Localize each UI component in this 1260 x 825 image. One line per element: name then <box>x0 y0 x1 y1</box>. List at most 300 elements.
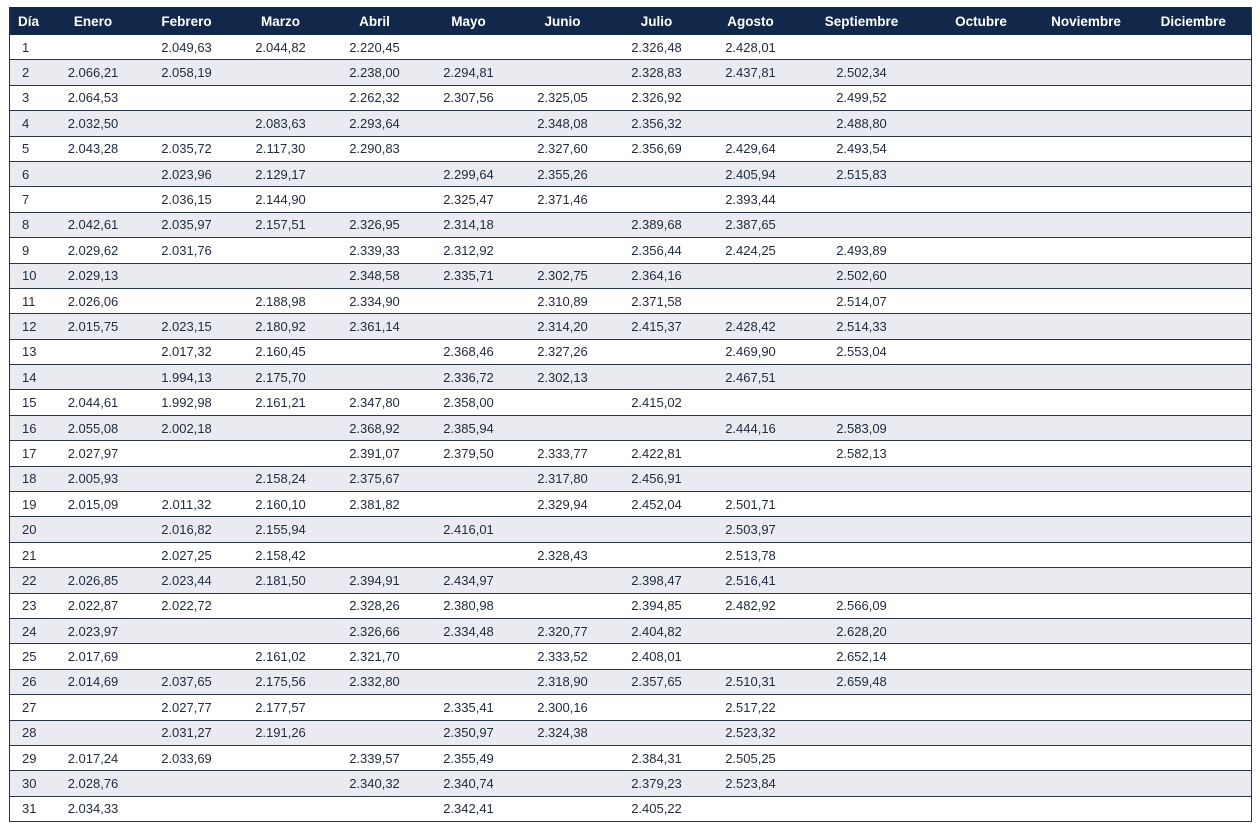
value-cell-octubre <box>926 644 1037 669</box>
value-cell-enero: 2.064,53 <box>47 85 140 110</box>
value-cell-agosto <box>704 85 798 110</box>
value-cell-enero: 2.014,69 <box>47 669 140 694</box>
value-cell-enero: 2.029,13 <box>47 263 140 288</box>
table-row <box>10 136 1252 161</box>
table-row <box>10 288 1252 313</box>
value-cell-noviembre <box>1037 238 1136 263</box>
column-header-septiembre: Septiembre <box>798 7 926 35</box>
value-cell-junio <box>516 212 610 237</box>
value-cell-junio <box>516 415 610 440</box>
value-cell-julio: 2.389,68 <box>610 212 704 237</box>
value-cell-abril <box>328 365 422 390</box>
value-cell-septiembre: 2.652,14 <box>798 644 926 669</box>
value-cell-agosto: 2.482,92 <box>704 593 798 618</box>
value-cell-julio: 2.408,01 <box>610 644 704 669</box>
value-cell-noviembre <box>1037 542 1136 567</box>
day-cell: 8 <box>10 212 47 237</box>
daily-values-table-container <box>9 7 1251 822</box>
day-cell: 16 <box>10 415 47 440</box>
value-cell-marzo <box>234 441 328 466</box>
value-cell-junio: 2.327,26 <box>516 339 610 364</box>
value-cell-octubre <box>926 618 1037 643</box>
value-cell-diciembre <box>1136 695 1252 720</box>
value-cell-octubre <box>926 238 1037 263</box>
value-cell-abril <box>328 695 422 720</box>
value-cell-marzo: 2.177,57 <box>234 695 328 720</box>
value-cell-febrero: 2.002,18 <box>140 415 234 440</box>
value-cell-enero: 2.066,21 <box>47 60 140 85</box>
value-cell-septiembre <box>798 720 926 745</box>
value-cell-agosto: 2.428,01 <box>704 35 798 60</box>
value-cell-junio: 2.302,75 <box>516 263 610 288</box>
value-cell-abril: 2.381,82 <box>328 492 422 517</box>
value-cell-diciembre <box>1136 492 1252 517</box>
value-cell-abril: 2.238,00 <box>328 60 422 85</box>
value-cell-abril: 2.339,33 <box>328 238 422 263</box>
value-cell-febrero <box>140 644 234 669</box>
day-cell: 14 <box>10 365 47 390</box>
value-cell-octubre <box>926 669 1037 694</box>
value-cell-enero: 2.028,76 <box>47 771 140 796</box>
value-cell-octubre <box>926 568 1037 593</box>
table-row <box>10 517 1252 542</box>
value-cell-mayo: 2.325,47 <box>422 187 516 212</box>
value-cell-abril: 2.375,67 <box>328 466 422 491</box>
value-cell-julio: 2.415,37 <box>610 314 704 339</box>
table-row <box>10 771 1252 796</box>
value-cell-febrero: 2.016,82 <box>140 517 234 542</box>
value-cell-mayo: 2.340,74 <box>422 771 516 796</box>
day-cell: 17 <box>10 441 47 466</box>
value-cell-diciembre <box>1136 771 1252 796</box>
value-cell-octubre <box>926 187 1037 212</box>
value-cell-agosto: 2.510,31 <box>704 669 798 694</box>
value-cell-julio: 2.422,81 <box>610 441 704 466</box>
value-cell-diciembre <box>1136 796 1252 821</box>
column-header-marzo: Marzo <box>234 7 328 35</box>
value-cell-julio: 2.357,65 <box>610 669 704 694</box>
value-cell-agosto <box>704 796 798 821</box>
value-cell-octubre <box>926 339 1037 364</box>
value-cell-septiembre <box>798 35 926 60</box>
value-cell-junio: 2.327,60 <box>516 136 610 161</box>
value-cell-febrero: 2.035,72 <box>140 136 234 161</box>
value-cell-febrero: 2.033,69 <box>140 745 234 770</box>
value-cell-noviembre <box>1037 339 1136 364</box>
value-cell-octubre <box>926 593 1037 618</box>
value-cell-diciembre <box>1136 288 1252 313</box>
day-cell: 19 <box>10 492 47 517</box>
value-cell-junio: 2.328,43 <box>516 542 610 567</box>
value-cell-abril: 2.339,57 <box>328 745 422 770</box>
value-cell-octubre <box>926 492 1037 517</box>
value-cell-septiembre: 2.582,13 <box>798 441 926 466</box>
value-cell-septiembre <box>798 517 926 542</box>
value-cell-noviembre <box>1037 161 1136 186</box>
value-cell-febrero: 2.011,32 <box>140 492 234 517</box>
day-cell: 13 <box>10 339 47 364</box>
value-cell-abril: 2.340,32 <box>328 771 422 796</box>
day-cell: 25 <box>10 644 47 669</box>
day-cell: 1 <box>10 35 47 60</box>
value-cell-febrero: 2.031,76 <box>140 238 234 263</box>
value-cell-enero <box>47 517 140 542</box>
value-cell-julio <box>610 415 704 440</box>
value-cell-abril: 2.293,64 <box>328 111 422 136</box>
value-cell-octubre <box>926 415 1037 440</box>
value-cell-septiembre <box>798 695 926 720</box>
value-cell-diciembre <box>1136 161 1252 186</box>
value-cell-enero: 2.027,97 <box>47 441 140 466</box>
value-cell-diciembre <box>1136 263 1252 288</box>
value-cell-agosto <box>704 466 798 491</box>
value-cell-febrero <box>140 288 234 313</box>
value-cell-mayo <box>422 314 516 339</box>
value-cell-diciembre <box>1136 60 1252 85</box>
day-cell: 27 <box>10 695 47 720</box>
table-header <box>10 7 1252 35</box>
value-cell-diciembre <box>1136 187 1252 212</box>
value-cell-diciembre <box>1136 720 1252 745</box>
value-cell-enero: 2.005,93 <box>47 466 140 491</box>
value-cell-octubre <box>926 35 1037 60</box>
value-cell-enero <box>47 365 140 390</box>
value-cell-octubre <box>926 85 1037 110</box>
value-cell-enero: 2.017,69 <box>47 644 140 669</box>
value-cell-marzo <box>234 238 328 263</box>
value-cell-enero: 2.026,06 <box>47 288 140 313</box>
table-row <box>10 669 1252 694</box>
value-cell-enero <box>47 720 140 745</box>
day-cell: 3 <box>10 85 47 110</box>
value-cell-abril: 2.394,91 <box>328 568 422 593</box>
value-cell-diciembre <box>1136 568 1252 593</box>
value-cell-marzo <box>234 415 328 440</box>
value-cell-noviembre <box>1037 314 1136 339</box>
value-cell-mayo <box>422 288 516 313</box>
value-cell-julio: 2.379,23 <box>610 771 704 796</box>
value-cell-marzo <box>234 618 328 643</box>
column-header-dia: Día <box>10 7 47 35</box>
value-cell-febrero: 2.017,32 <box>140 339 234 364</box>
value-cell-abril <box>328 161 422 186</box>
value-cell-septiembre <box>798 187 926 212</box>
value-cell-junio: 2.333,77 <box>516 441 610 466</box>
value-cell-septiembre <box>798 568 926 593</box>
value-cell-mayo: 2.368,46 <box>422 339 516 364</box>
value-cell-noviembre <box>1037 136 1136 161</box>
value-cell-agosto <box>704 644 798 669</box>
value-cell-octubre <box>926 695 1037 720</box>
table-row <box>10 695 1252 720</box>
value-cell-noviembre <box>1037 441 1136 466</box>
table-row <box>10 187 1252 212</box>
value-cell-mayo: 2.434,97 <box>422 568 516 593</box>
value-cell-junio: 2.318,90 <box>516 669 610 694</box>
value-cell-marzo: 2.144,90 <box>234 187 328 212</box>
value-cell-octubre <box>926 263 1037 288</box>
value-cell-agosto: 2.428,42 <box>704 314 798 339</box>
day-cell: 15 <box>10 390 47 415</box>
value-cell-abril: 2.368,92 <box>328 415 422 440</box>
value-cell-diciembre <box>1136 517 1252 542</box>
value-cell-noviembre <box>1037 593 1136 618</box>
value-cell-agosto: 2.437,81 <box>704 60 798 85</box>
value-cell-abril: 2.262,32 <box>328 85 422 110</box>
value-cell-septiembre <box>798 492 926 517</box>
value-cell-septiembre <box>798 390 926 415</box>
value-cell-diciembre <box>1136 466 1252 491</box>
column-header-noviembre: Noviembre <box>1037 7 1136 35</box>
column-header-julio: Julio <box>610 7 704 35</box>
value-cell-diciembre <box>1136 136 1252 161</box>
value-cell-enero: 2.017,24 <box>47 745 140 770</box>
value-cell-mayo: 2.380,98 <box>422 593 516 618</box>
value-cell-junio: 2.355,26 <box>516 161 610 186</box>
value-cell-febrero: 2.027,77 <box>140 695 234 720</box>
value-cell-agosto: 2.393,44 <box>704 187 798 212</box>
value-cell-febrero <box>140 796 234 821</box>
day-cell: 23 <box>10 593 47 618</box>
value-cell-junio: 2.310,89 <box>516 288 610 313</box>
value-cell-julio: 2.394,85 <box>610 593 704 618</box>
column-header-enero: Enero <box>47 7 140 35</box>
value-cell-enero <box>47 187 140 212</box>
table-row <box>10 111 1252 136</box>
value-cell-mayo: 2.294,81 <box>422 60 516 85</box>
value-cell-noviembre <box>1037 466 1136 491</box>
value-cell-agosto <box>704 441 798 466</box>
value-cell-febrero <box>140 771 234 796</box>
value-cell-febrero <box>140 618 234 643</box>
value-cell-enero: 2.023,97 <box>47 618 140 643</box>
value-cell-abril: 2.348,58 <box>328 263 422 288</box>
value-cell-agosto: 2.387,65 <box>704 212 798 237</box>
value-cell-octubre <box>926 212 1037 237</box>
value-cell-agosto: 2.516,41 <box>704 568 798 593</box>
value-cell-septiembre: 2.566,09 <box>798 593 926 618</box>
value-cell-octubre <box>926 60 1037 85</box>
value-cell-enero: 2.044,61 <box>47 390 140 415</box>
value-cell-marzo <box>234 796 328 821</box>
value-cell-noviembre <box>1037 85 1136 110</box>
value-cell-mayo <box>422 542 516 567</box>
value-cell-agosto: 2.523,32 <box>704 720 798 745</box>
value-cell-septiembre: 2.514,33 <box>798 314 926 339</box>
value-cell-julio <box>610 542 704 567</box>
value-cell-enero: 2.015,75 <box>47 314 140 339</box>
value-cell-noviembre <box>1037 288 1136 313</box>
column-header-junio: Junio <box>516 7 610 35</box>
value-cell-julio: 2.328,83 <box>610 60 704 85</box>
column-header-abril: Abril <box>328 7 422 35</box>
value-cell-agosto <box>704 390 798 415</box>
value-cell-agosto <box>704 288 798 313</box>
value-cell-febrero: 1.994,13 <box>140 365 234 390</box>
value-cell-noviembre <box>1037 35 1136 60</box>
value-cell-julio <box>610 517 704 542</box>
day-cell: 7 <box>10 187 47 212</box>
value-cell-marzo <box>234 771 328 796</box>
day-cell: 20 <box>10 517 47 542</box>
value-cell-noviembre <box>1037 796 1136 821</box>
value-cell-noviembre <box>1037 492 1136 517</box>
value-cell-septiembre: 2.628,20 <box>798 618 926 643</box>
value-cell-marzo: 2.157,51 <box>234 212 328 237</box>
value-cell-febrero: 2.023,96 <box>140 161 234 186</box>
value-cell-mayo: 2.314,18 <box>422 212 516 237</box>
value-cell-diciembre <box>1136 85 1252 110</box>
value-cell-junio <box>516 796 610 821</box>
value-cell-marzo <box>234 85 328 110</box>
value-cell-junio: 2.333,52 <box>516 644 610 669</box>
value-cell-marzo: 2.044,82 <box>234 35 328 60</box>
column-header-diciembre: Diciembre <box>1136 7 1252 35</box>
value-cell-diciembre <box>1136 618 1252 643</box>
value-cell-junio <box>516 35 610 60</box>
value-cell-julio: 2.356,32 <box>610 111 704 136</box>
value-cell-mayo: 2.385,94 <box>422 415 516 440</box>
value-cell-septiembre <box>798 771 926 796</box>
value-cell-septiembre: 2.583,09 <box>798 415 926 440</box>
value-cell-febrero: 2.036,15 <box>140 187 234 212</box>
value-cell-diciembre <box>1136 441 1252 466</box>
value-cell-mayo: 2.312,92 <box>422 238 516 263</box>
value-cell-julio: 2.415,02 <box>610 390 704 415</box>
value-cell-marzo: 2.161,21 <box>234 390 328 415</box>
value-cell-julio: 2.371,58 <box>610 288 704 313</box>
value-cell-febrero: 2.022,72 <box>140 593 234 618</box>
value-cell-diciembre <box>1136 745 1252 770</box>
value-cell-noviembre <box>1037 695 1136 720</box>
value-cell-abril <box>328 517 422 542</box>
value-cell-agosto: 2.424,25 <box>704 238 798 263</box>
value-cell-agosto: 2.467,51 <box>704 365 798 390</box>
value-cell-noviembre <box>1037 517 1136 542</box>
value-cell-abril <box>328 796 422 821</box>
value-cell-marzo <box>234 745 328 770</box>
day-cell: 5 <box>10 136 47 161</box>
value-cell-agosto: 2.513,78 <box>704 542 798 567</box>
value-cell-junio: 2.314,20 <box>516 314 610 339</box>
value-cell-abril: 2.391,07 <box>328 441 422 466</box>
value-cell-junio: 2.317,80 <box>516 466 610 491</box>
value-cell-octubre <box>926 441 1037 466</box>
day-cell: 24 <box>10 618 47 643</box>
table-row <box>10 796 1252 821</box>
value-cell-marzo: 2.161,02 <box>234 644 328 669</box>
value-cell-noviembre <box>1037 771 1136 796</box>
value-cell-enero: 2.055,08 <box>47 415 140 440</box>
value-cell-agosto: 2.523,84 <box>704 771 798 796</box>
table-row <box>10 85 1252 110</box>
value-cell-septiembre: 2.502,60 <box>798 263 926 288</box>
value-cell-junio <box>516 745 610 770</box>
value-cell-agosto: 2.469,90 <box>704 339 798 364</box>
value-cell-julio: 2.326,48 <box>610 35 704 60</box>
value-cell-junio <box>516 593 610 618</box>
value-cell-noviembre <box>1037 111 1136 136</box>
value-cell-diciembre <box>1136 314 1252 339</box>
value-cell-diciembre <box>1136 212 1252 237</box>
day-cell: 29 <box>10 745 47 770</box>
value-cell-julio <box>610 365 704 390</box>
value-cell-diciembre <box>1136 111 1252 136</box>
value-cell-abril: 2.326,66 <box>328 618 422 643</box>
value-cell-marzo: 2.129,17 <box>234 161 328 186</box>
table-row <box>10 720 1252 745</box>
value-cell-diciembre <box>1136 390 1252 415</box>
value-cell-marzo: 2.175,56 <box>234 669 328 694</box>
value-cell-marzo: 2.180,92 <box>234 314 328 339</box>
value-cell-noviembre <box>1037 187 1136 212</box>
column-header-febrero: Febrero <box>140 7 234 35</box>
value-cell-julio: 2.326,92 <box>610 85 704 110</box>
value-cell-marzo: 2.158,24 <box>234 466 328 491</box>
value-cell-enero <box>47 161 140 186</box>
table-row <box>10 60 1252 85</box>
value-cell-enero <box>47 542 140 567</box>
value-cell-mayo: 2.355,49 <box>422 745 516 770</box>
value-cell-diciembre <box>1136 669 1252 694</box>
day-cell: 31 <box>10 796 47 821</box>
value-cell-abril <box>328 542 422 567</box>
value-cell-diciembre <box>1136 365 1252 390</box>
table-header-row <box>10 7 1252 35</box>
value-cell-octubre <box>926 111 1037 136</box>
value-cell-octubre <box>926 365 1037 390</box>
value-cell-septiembre: 2.502,34 <box>798 60 926 85</box>
value-cell-julio: 2.452,04 <box>610 492 704 517</box>
day-cell: 9 <box>10 238 47 263</box>
value-cell-mayo: 2.342,41 <box>422 796 516 821</box>
value-cell-septiembre <box>798 542 926 567</box>
value-cell-febrero <box>140 441 234 466</box>
value-cell-junio <box>516 568 610 593</box>
value-cell-noviembre <box>1037 745 1136 770</box>
value-cell-febrero <box>140 85 234 110</box>
value-cell-mayo <box>422 644 516 669</box>
value-cell-enero: 2.034,33 <box>47 796 140 821</box>
value-cell-mayo <box>422 669 516 694</box>
value-cell-mayo: 2.416,01 <box>422 517 516 542</box>
value-cell-junio: 2.371,46 <box>516 187 610 212</box>
value-cell-diciembre <box>1136 415 1252 440</box>
value-cell-octubre <box>926 466 1037 491</box>
value-cell-abril: 2.328,26 <box>328 593 422 618</box>
value-cell-agosto: 2.503,97 <box>704 517 798 542</box>
value-cell-febrero: 2.049,63 <box>140 35 234 60</box>
value-cell-enero <box>47 695 140 720</box>
value-cell-octubre <box>926 771 1037 796</box>
value-cell-junio: 2.329,94 <box>516 492 610 517</box>
value-cell-noviembre <box>1037 212 1136 237</box>
day-cell: 30 <box>10 771 47 796</box>
value-cell-septiembre <box>798 466 926 491</box>
value-cell-enero: 2.015,09 <box>47 492 140 517</box>
column-header-mayo: Mayo <box>422 7 516 35</box>
value-cell-febrero: 2.031,27 <box>140 720 234 745</box>
value-cell-enero: 2.029,62 <box>47 238 140 263</box>
table-row <box>10 745 1252 770</box>
value-cell-septiembre: 2.499,52 <box>798 85 926 110</box>
value-cell-septiembre <box>798 796 926 821</box>
value-cell-febrero <box>140 111 234 136</box>
value-cell-junio <box>516 390 610 415</box>
value-cell-mayo <box>422 492 516 517</box>
table-row <box>10 212 1252 237</box>
value-cell-abril: 2.332,80 <box>328 669 422 694</box>
